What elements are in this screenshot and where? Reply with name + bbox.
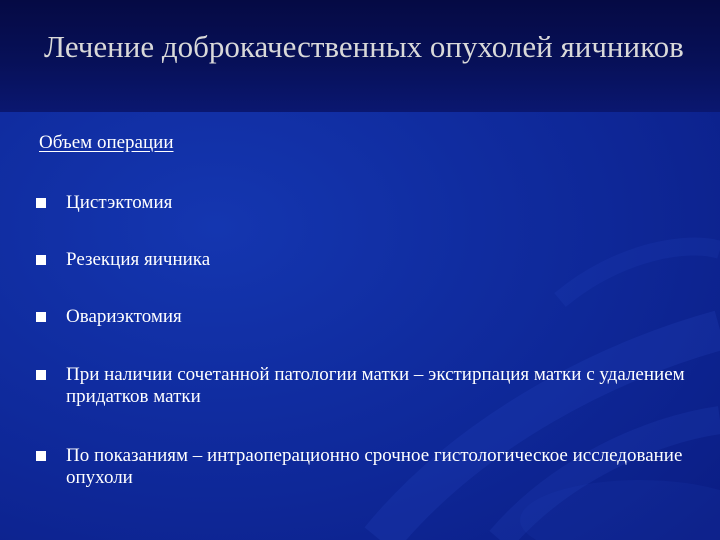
bullet-text: Резекция яичника: [66, 249, 211, 270]
square-bullet-icon: [36, 198, 46, 208]
square-bullet-icon: [36, 255, 46, 265]
slide-title: Лечение доброкачественных опухолей яичников: [44, 29, 684, 64]
section-subtitle: Объем операции: [39, 132, 174, 153]
bullet-text: При наличии сочетанной патологии матки – экстирпация матки с удалением придатков матки: [66, 364, 685, 407]
bullet-text: Овариэктомия: [66, 306, 182, 327]
bullet-text: Цистэктомия: [66, 192, 173, 213]
square-bullet-icon: [36, 312, 46, 322]
bullet-text: По показаниям – интраоперационно срочное гистологическое исследование опухоли: [66, 445, 683, 488]
square-bullet-icon: [36, 451, 46, 461]
square-bullet-icon: [36, 370, 46, 380]
